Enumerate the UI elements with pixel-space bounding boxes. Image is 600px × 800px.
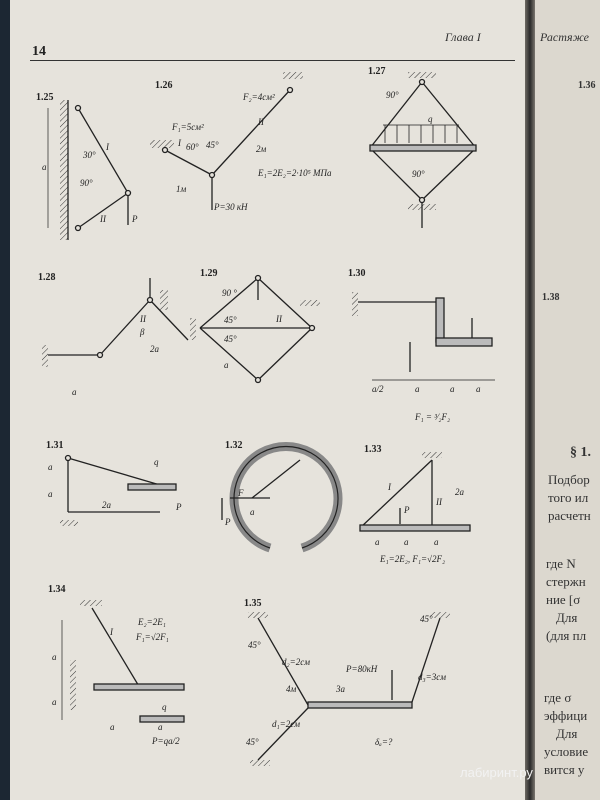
fig-130-condition: F₁ = ³⁄₂F₂	[415, 412, 451, 422]
svg-text:P: P	[176, 502, 182, 512]
problem-label-1-31: 1.31	[46, 440, 64, 451]
svg-text:II: II	[258, 117, 264, 127]
watermark-logo: лабиринт.ру	[460, 765, 533, 780]
fig-126-f2: F₂=4см²	[243, 92, 275, 102]
fig-133-condition: E₁=2E₂, F₁=√2F₂	[380, 554, 446, 564]
fig-135-span: 3a	[336, 684, 345, 694]
fig-135-delta: δₐ=?	[375, 737, 393, 747]
problem-label-1-35: 1.35	[244, 598, 262, 609]
fig-135-load: P=80кН	[346, 664, 378, 674]
svg-text:a: a	[48, 462, 53, 472]
fig-135-angle-top: 45°	[248, 640, 261, 650]
svg-text:a: a	[48, 489, 53, 499]
figure-1-35	[246, 612, 450, 766]
svg-text:45°: 45°	[224, 315, 237, 325]
fig-127-angle-top: 90°	[386, 90, 399, 100]
fig-127-angle-bottom: 90°	[412, 169, 425, 179]
svg-text:I: I	[178, 138, 181, 148]
fig-126-length-1: 1м	[176, 184, 187, 194]
fig-134-p: P=qa/2	[152, 736, 180, 746]
fig-135-angle-bottom: 45°	[246, 737, 259, 747]
right-running-head: Растяже	[540, 30, 589, 44]
svg-text:P: P	[225, 517, 231, 527]
fig-125-angle-90: 90°	[80, 178, 93, 188]
fig-127-q: q	[428, 114, 433, 124]
svg-text:a/2: a/2	[372, 384, 384, 394]
svg-text:a: a	[450, 384, 455, 394]
right-text-line: ние [σ	[546, 592, 581, 607]
svg-text:P: P	[404, 505, 410, 515]
svg-text:II: II	[140, 314, 146, 324]
fig-125-angle-30: 30°	[83, 150, 96, 160]
right-problem-1-36: 1.36	[578, 80, 596, 91]
svg-text:a: a	[476, 384, 481, 394]
fig-126-length-2: 2м	[256, 144, 267, 154]
svg-text:a: a	[434, 537, 439, 547]
fig-135-d1: d₁=2см	[272, 719, 300, 729]
right-text-line: где σ	[544, 690, 572, 705]
figure-1-32	[222, 447, 338, 548]
fig-126-f1: F₁=5см²	[172, 122, 204, 132]
fig-126-angle-45: 45°	[206, 140, 219, 150]
svg-text:F: F	[238, 488, 244, 498]
svg-text:I: I	[106, 142, 109, 152]
svg-text:a: a	[224, 360, 229, 370]
svg-text:a: a	[110, 722, 115, 732]
right-text-line: того ил	[548, 490, 589, 505]
problem-label-1-26: 1.26	[155, 80, 173, 91]
svg-text:II: II	[100, 214, 106, 224]
right-text-line: стержн	[546, 574, 586, 589]
svg-text:II: II	[436, 497, 442, 507]
problem-label-1-34: 1.34	[48, 584, 66, 595]
fig-135-length: 4м	[286, 684, 297, 694]
svg-text:a: a	[52, 652, 57, 662]
fig-126-modulus: E₁=2E₂=2·10⁵ МПа	[258, 168, 332, 178]
svg-text:I: I	[388, 482, 391, 492]
svg-text:2a: 2a	[150, 344, 159, 354]
fig-135-angle-right: 45°	[420, 614, 433, 624]
figure-1-25	[42, 100, 138, 240]
svg-text:90 °: 90 °	[222, 288, 237, 298]
fig-134-f: F₁=√2F₁	[136, 632, 169, 642]
problem-label-1-27: 1.27	[368, 66, 386, 77]
figure-1-31	[48, 456, 182, 527]
svg-text:45°: 45°	[224, 334, 237, 344]
right-text-line: Для	[556, 610, 578, 625]
right-text-line: где N	[546, 556, 576, 571]
svg-text:a: a	[375, 537, 380, 547]
right-text-line: Подбор	[548, 472, 590, 487]
fig-135-d3: d₃=3см	[418, 672, 446, 682]
svg-text:a: a	[42, 162, 47, 172]
fig-126-angle-60: 60°	[186, 142, 199, 152]
figure-1-26	[150, 72, 332, 212]
figure-1-27	[370, 72, 476, 228]
problem-label-1-29: 1.29	[200, 268, 218, 279]
svg-text:a: a	[250, 507, 255, 517]
fig-134-e: E₂=2E₁	[138, 617, 166, 627]
svg-text:2a: 2a	[102, 500, 111, 510]
problem-label-1-25: 1.25	[36, 92, 54, 103]
problem-label-1-28: 1.28	[38, 272, 56, 283]
right-text-line: (для пл	[546, 628, 587, 643]
figure-1-34	[52, 600, 184, 746]
right-problem-1-38: 1.38	[542, 292, 560, 303]
right-section-heading: § 1.	[570, 445, 591, 460]
svg-text:2a: 2a	[455, 487, 464, 497]
svg-text:a: a	[415, 384, 420, 394]
figure-1-30	[352, 292, 495, 422]
problem-label-1-30: 1.30	[348, 268, 366, 279]
fig-126-load: P=30 кН	[214, 202, 248, 212]
right-text-line: эффици	[544, 708, 588, 723]
right-text-line: вится у	[544, 762, 585, 777]
svg-text:I: I	[110, 627, 113, 637]
right-text-line: условие	[544, 744, 589, 759]
fig-135-d2: d₂=2см	[282, 657, 310, 667]
svg-text:II: II	[276, 314, 282, 324]
svg-text:P: P	[132, 214, 138, 224]
svg-text:a: a	[158, 722, 163, 732]
chapter-title: Глава I	[445, 30, 481, 44]
svg-text:q: q	[162, 702, 167, 712]
right-text-line: Для	[556, 726, 578, 741]
figure-1-29	[190, 276, 320, 383]
svg-text:a: a	[72, 387, 77, 397]
right-text-line: расчетн	[548, 508, 591, 523]
svg-text:q: q	[154, 457, 159, 467]
svg-text:a: a	[52, 697, 57, 707]
figure-1-33	[360, 452, 470, 564]
svg-text:a: a	[404, 537, 409, 547]
page-number: 14	[32, 44, 46, 59]
svg-text:β: β	[140, 327, 145, 337]
problem-label-1-33: 1.33	[364, 444, 382, 455]
figure-1-28	[42, 278, 188, 397]
problem-label-1-32: 1.32	[225, 440, 243, 451]
